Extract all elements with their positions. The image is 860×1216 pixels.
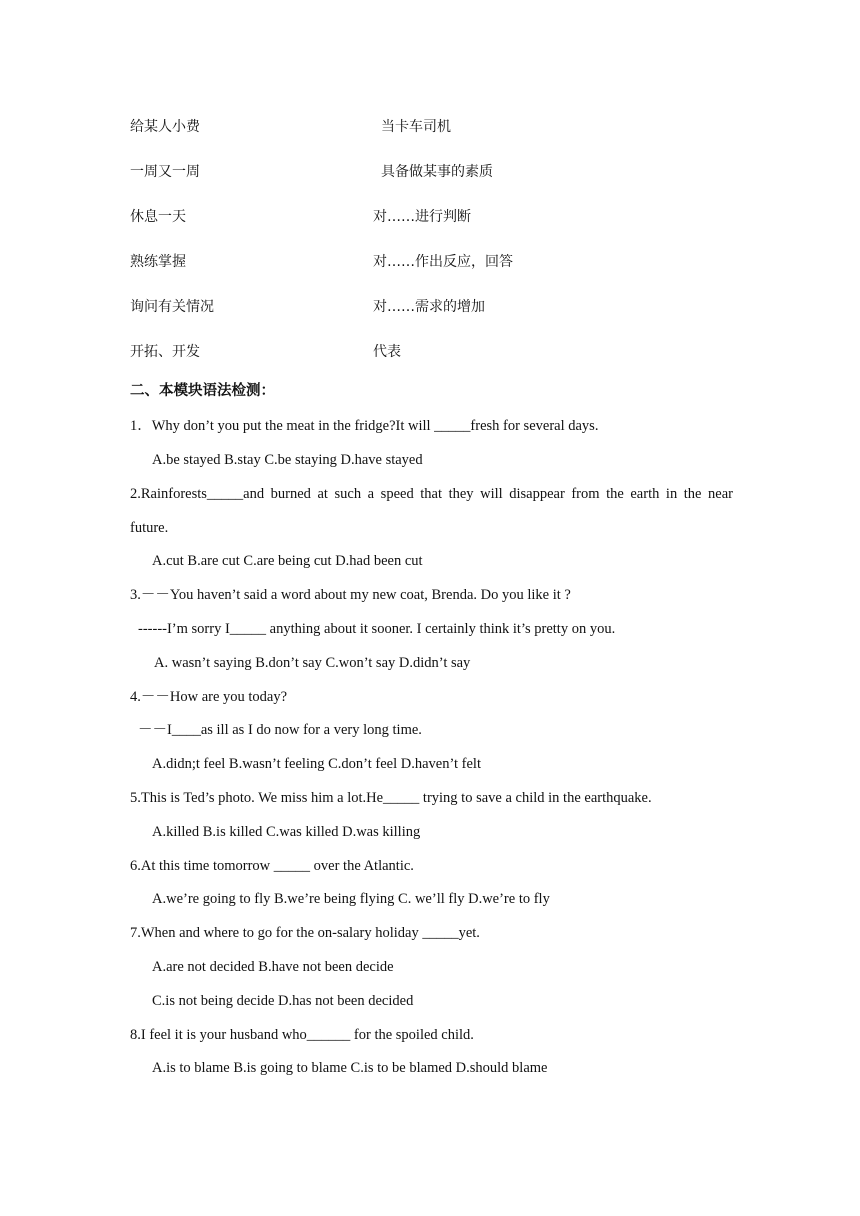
question-6-options: A.we’re going to fly B.we’re being flying C. we’ll fly D.we’re to fly (152, 891, 550, 907)
question-4-options: A.didn;t feel B.wasn’t feeling C.don’t feel D.haven’t felt (152, 756, 481, 772)
question-4-stem: 4.－－How are you today? (130, 689, 288, 705)
vocab-right-2: 具备做某事的素质 (381, 164, 493, 180)
question-7-stem: 7.When and where to go for the on-salary holiday _____yet. (130, 925, 480, 941)
question-3-stem: 3.－－You haven’t said a word about my new coat, Brenda. Do you like it ? (130, 587, 571, 603)
vocab-right-4: 对……作出反应，回答 (373, 254, 513, 270)
question-2-stem-line2: future. (130, 520, 169, 536)
question-1-options: A.be stayed B.stay C.be staying D.have stayed (152, 452, 423, 468)
question-3-reply: ------I’m sorry I_____ anything about it sooner. I certainly think it’s pretty on you. (138, 621, 616, 637)
vocab-left-6: 开拓、开发 (130, 344, 200, 360)
vocab-left-2: 一周又一周 (130, 164, 200, 180)
vocab-right-5: 对……需求的增加 (373, 299, 485, 315)
question-7-options-line2: C.is not being decide D.has not been decided (152, 993, 414, 1009)
vocab-right-1: 当卡车司机 (381, 119, 451, 135)
section-heading: 二、本模块语法检测： (130, 383, 275, 399)
question-6-stem: 6.At this time tomorrow _____ over the Atlantic. (130, 858, 414, 874)
question-5-stem: 5.This is Ted’s photo. We miss him a lot.He_____ trying to save a child in the earthquake. (130, 790, 652, 806)
question-3-options: A. wasn’t saying B.don’t say C.won’t say D.didn’t say (154, 655, 471, 671)
vocab-right-3: 对……进行判断 (373, 209, 471, 225)
question-7-options-line1: A.are not decided B.have not been decide (152, 959, 394, 975)
question-8-options: A.is to blame B.is going to blame C.is to be blamed D.should blame (152, 1060, 548, 1076)
vocab-left-3: 休息一天 (130, 209, 186, 225)
vocab-left-4: 熟练掌握 (130, 254, 186, 270)
question-4-reply: －－I____as ill as I do now for a very long time. (138, 722, 422, 738)
question-1-stem: 1．Why don’t you put the meat in the fridge?It will _____fresh for several days. (130, 418, 599, 434)
vocab-left-5: 询问有关情况 (130, 299, 214, 315)
vocab-right-6: 代表 (373, 344, 401, 360)
question-2-options: A.cut B.are cut C.are being cut D.had been cut (152, 553, 423, 569)
question-2-stem-line1: 2.Rainforests_____and burned at such a speed that they will disappear from the earth in the near (130, 486, 733, 502)
vocab-left-1: 给某人小费 (130, 119, 200, 135)
question-5-options: A.killed B.is killed C.was killed D.was killing (152, 824, 421, 840)
question-8-stem: 8.I feel it is your husband who______ for the spoiled child. (130, 1027, 474, 1043)
